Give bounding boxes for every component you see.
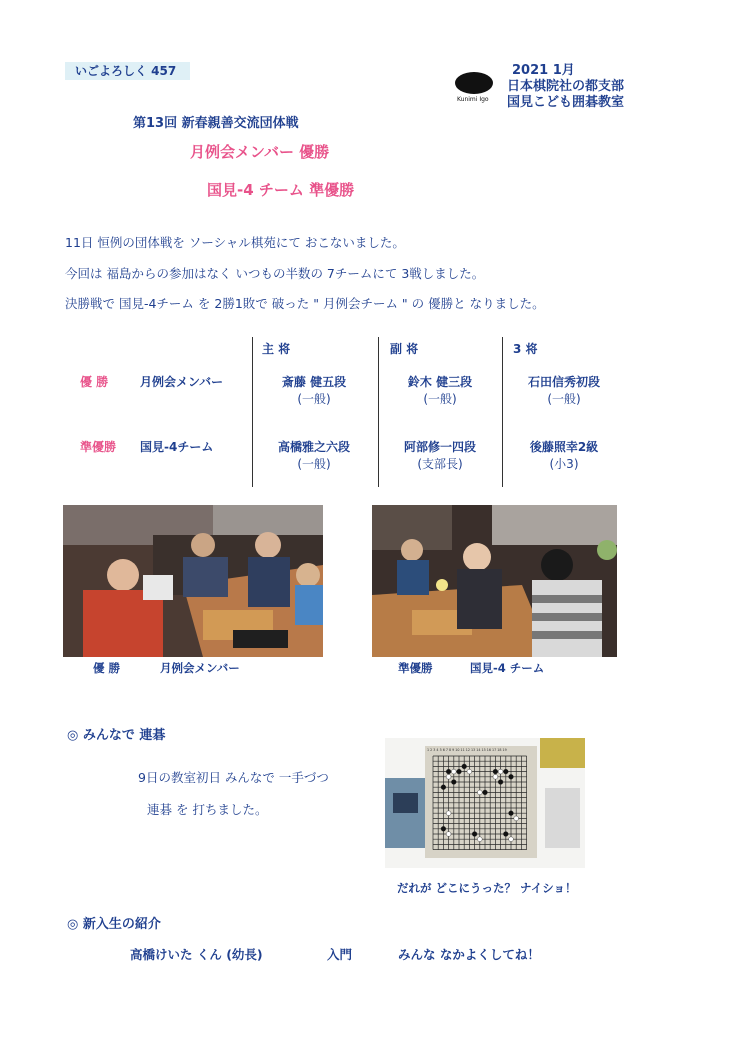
white-stone xyxy=(509,837,514,842)
winner-photo-caption-team: 月例会メンバー xyxy=(160,661,240,675)
black-stone xyxy=(503,769,508,774)
logo-caption: Kunimi Igo xyxy=(457,96,489,103)
winner-team-photo xyxy=(63,505,323,657)
black-stone xyxy=(462,764,467,769)
svg-text:1 2 3 4 5 6 7 8 9 10 11 12 13: 1 2 3 4 5 6 7 8 9 10 11 12 13 14 15 16 17 18 19 xyxy=(427,748,507,752)
black-stone xyxy=(498,780,503,785)
renki-line-1: 9日の教室初日 みんなで 一手づつ xyxy=(138,770,329,785)
player-name: 鈴木 健三段 (一般) xyxy=(407,375,473,406)
white-stone xyxy=(493,774,498,779)
newcomer-name: 高橋けいた くん (幼長) xyxy=(130,947,263,962)
black-stone xyxy=(509,774,514,779)
runnerup-photo-caption-rank: 準優勝 xyxy=(398,661,433,675)
org-line-1: 日本棋院社の都支部 xyxy=(507,79,625,94)
black-stone xyxy=(441,785,446,790)
white-stone xyxy=(446,811,451,816)
newcomer-message: みんな なかよくしてね！ xyxy=(398,947,540,962)
column-header-sansho: 3 将 xyxy=(513,342,538,356)
paragraph-1: 11日 恒例の団体戦を ソーシャル棋苑にて おこないました。 xyxy=(65,235,405,250)
white-stone xyxy=(498,769,503,774)
black-stone xyxy=(451,780,456,785)
white-stone xyxy=(446,832,451,837)
renki-board-photo xyxy=(385,738,585,868)
go-board-icon xyxy=(385,738,585,868)
black-stone xyxy=(472,832,477,837)
newcomer-heading: ◎ 新入生の紹介 xyxy=(67,917,161,932)
issue-tag: いごよろしく 457 xyxy=(65,62,190,80)
white-stone xyxy=(477,837,482,842)
rank-label-runnerup: 準優勝 xyxy=(80,440,117,454)
white-stone xyxy=(446,774,451,779)
white-stone xyxy=(477,790,482,795)
paragraph-3: 決勝戦で 国見-4チーム を 2勝1敗で 破った " 月例会チーム " の 優勝と なりました。 xyxy=(65,296,545,311)
player-name: 後藤照幸2級 (小3) xyxy=(529,440,599,471)
org-line-2: 国見こども囲碁教室 xyxy=(507,95,625,110)
black-stone xyxy=(483,790,488,795)
runnerup-photo-caption-team: 国見-4 チーム xyxy=(470,661,545,675)
player-name: 高橋雅之六段 (一般) xyxy=(277,440,350,471)
renki-caption: だれが どこにうった？ ナイショ！ xyxy=(397,881,577,895)
black-stone xyxy=(503,832,508,837)
team-name-runnerup: 国見-4チーム xyxy=(140,440,214,454)
issue-date: 2021 1月 xyxy=(512,63,575,78)
runnerup-team-photo xyxy=(372,505,617,657)
rank-label-winner: 優 勝 xyxy=(80,375,109,389)
table-divider xyxy=(502,337,503,487)
renki-line-2: 連碁 を 打ちました。 xyxy=(147,802,268,817)
player-name: 斎藤 健五段 (一般) xyxy=(281,375,347,406)
runnerup-headline: 国見-4 チーム 準優勝 xyxy=(207,181,355,199)
white-stone xyxy=(514,816,519,821)
table-divider xyxy=(252,337,253,487)
kunimi-igo-logo xyxy=(455,72,493,94)
black-stone xyxy=(457,769,462,774)
paragraph-2: 今回は 福島からの参加はなく いつもの半数の 7チームにて 3戦しました。 xyxy=(65,266,485,281)
white-stone xyxy=(467,769,472,774)
black-stone xyxy=(509,811,514,816)
column-header-taisho: 主 将 xyxy=(262,342,291,356)
event-title: 第13回 新春親善交流団体戦 xyxy=(133,116,299,131)
winner-photo-caption-rank: 優 勝 xyxy=(93,661,121,675)
black-stone xyxy=(493,769,498,774)
white-stone xyxy=(451,769,456,774)
black-stone xyxy=(446,769,451,774)
column-header-fukusho: 副 将 xyxy=(390,342,419,356)
team-name-winner: 月例会メンバー xyxy=(140,375,224,389)
black-stone xyxy=(441,826,446,831)
winner-headline: 月例会メンバー 優勝 xyxy=(190,143,330,161)
newcomer-status: 入門 xyxy=(327,947,353,962)
player-name: 石田信秀初段 (一般) xyxy=(527,375,600,406)
table-divider xyxy=(378,337,379,487)
player-name: 阿部修一四段 (支部長) xyxy=(403,440,476,471)
renki-heading: ◎ みんなで 連碁 xyxy=(67,728,166,743)
